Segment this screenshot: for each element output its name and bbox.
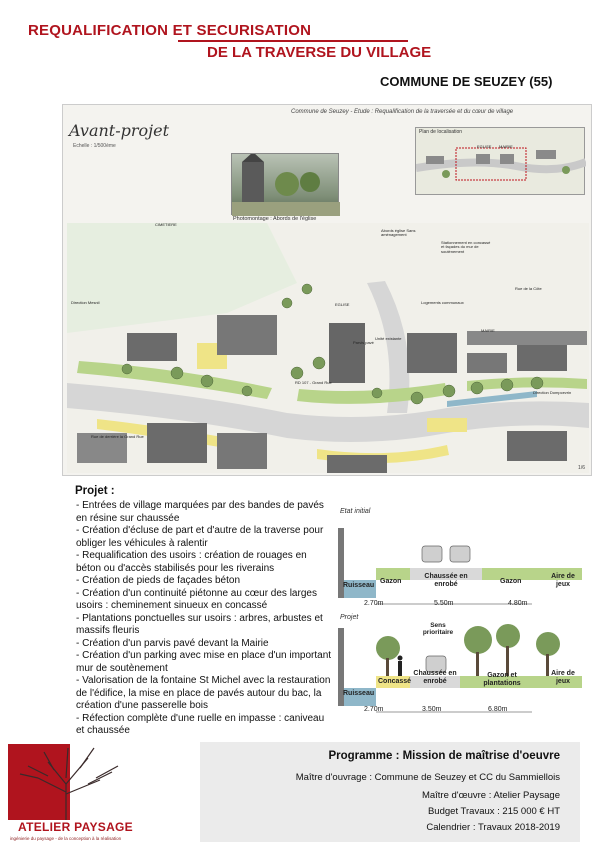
programme-calendrier: Calendrier : Travaux 2018-2019 (426, 822, 560, 833)
section-projet-title: Projet (340, 614, 359, 621)
map-label-rue-derriere: Rue de derrière la Grand Rue (91, 434, 144, 439)
title-underline (178, 40, 408, 42)
projet-heading: Projet : (75, 485, 115, 497)
title-line-2: DE LA TRAVERSE DU VILLAGE (207, 44, 432, 61)
section-initial-dim-1: 2.70m (364, 600, 384, 607)
map-label-logements: Logements communaux (421, 300, 464, 305)
list-item: - Création d'un continuité piétonne au cœur des larges usoirs : cheminement sinueux en concassé (76, 587, 317, 611)
section-projet-annotation: Sens prioritaire (422, 622, 454, 637)
map-label-direction-mesnil: Direction Mesnil (71, 300, 100, 305)
section-projet-dim-3: 6.80m (488, 706, 508, 713)
section-projet-dim-2: 3.50m (422, 706, 442, 713)
section-projet-zone-concasse: Concassé (378, 678, 412, 685)
programme-box (200, 742, 580, 842)
cross-section-projet (338, 618, 583, 718)
list-item: - Création d'un parking avec mise en place d'un important mur de soutènement (76, 650, 332, 674)
map-label-grand-rue: RD 107 - Grand Rue (295, 380, 332, 385)
plan-title: Avant-projet (69, 121, 170, 140)
atelier-paysage-logo-icon (8, 744, 124, 820)
plan-panel (62, 104, 592, 476)
map-label-direction-dompcevrin: Direction Dompcevrin (533, 390, 572, 395)
list-item: - Entrées de village marquées par des bandes de pavés en résine sur chaussée (76, 500, 324, 524)
map-label-cimetiere: CIMETIERE (155, 222, 177, 227)
list-item: - Création d'écluse de part et d'autre de la traverse pour obliger les véhicules à ralentir (76, 525, 324, 549)
section-initial-zone-chaussee: Chaussée en enrobé (424, 573, 468, 588)
map-label-mairie: MAIRIE (481, 328, 495, 333)
church-photo-icon (232, 154, 340, 216)
site-plan-map (67, 223, 589, 473)
map-label-stationnement: Stationnement en concassé et façades du mur de soutènement (441, 240, 491, 254)
list-item: - Réfection complète d'une ruelle en impasse : caniveau et chaussée (76, 712, 325, 736)
projet-list (76, 500, 334, 738)
plan-scale: Echelle : 1/500ème (73, 143, 116, 149)
section-projet-zone-gazon: Gazon et plantations (483, 672, 521, 687)
section-projet-zone-ruisseau: Ruisseau (343, 690, 375, 697)
list-item: - Valorisation de la fontaine St Michel avec la restauration de l'édifice, la mise en place de pavés autour du bac, la création d'une passerelle bois (76, 675, 331, 711)
programme-title: Programme : Mission de maîtrise d'oeuvre (328, 750, 560, 762)
title-line-1: REQUALIFICATION ET SECURISATION (28, 22, 312, 39)
section-initial-title: Etat initial (340, 508, 371, 515)
list-item: - Création de pieds de façades béton (76, 575, 240, 586)
section-initial-zone-gazon-2: Gazon (500, 578, 522, 585)
photo-caption: Photomontage : Abords de l'église (233, 216, 317, 222)
map-label-parvis: Parvis pavé (353, 340, 374, 345)
map-label-rue-cote: Rue de la Côte (515, 286, 542, 291)
section-initial-dim-3: 4.80m (508, 600, 528, 607)
location-plan (415, 127, 585, 195)
section-initial-dim-2: 5.50m (434, 600, 454, 607)
map-label-unite-existante: Unité existante (375, 336, 402, 341)
page-number: 1/6 (578, 465, 585, 471)
logo-tagline: ingénierie du paysage - de la conception à la réalisation (10, 836, 122, 841)
programme-moe: Maître d'œuvre : Atelier Paysage (421, 790, 560, 801)
location-label-mairie: MAIRIE (499, 144, 513, 149)
map-label-eglise: EGLISE (335, 302, 350, 307)
list-item: - Requalification des usoirs : création de rouages en béton ou d'accès stabilisés pour les riverains (76, 550, 307, 574)
section-initial-zone-ruisseau: Ruisseau (343, 582, 375, 589)
logo-name: ATELIER PAYSAGE (18, 820, 133, 834)
cross-section-initial (338, 518, 583, 610)
programme-moa: Maître d'ouvrage : Commune de Seuzey et CC du Sammiellois (295, 772, 560, 783)
list-item: - Création d'un parvis pavé devant la Mairie (76, 637, 269, 649)
section-projet-zone-chaussee: Chaussée en enrobé (413, 670, 457, 685)
section-projet-zone-aire-jeux: Aire de jeux (551, 670, 575, 685)
section-initial-zone-aire-jeux: Aire de jeux (551, 573, 575, 588)
photomontage-image (231, 153, 339, 215)
section-projet-dim-1: 2.70m (364, 706, 384, 713)
map-label-abords: Abords église Sans aménagement (381, 228, 416, 238)
location-plan-title: Plan de localisation (419, 129, 463, 135)
list-item: - Plantations ponctuelles sur usoirs : arbres, arbustes et massifs fleuris (76, 612, 323, 636)
programme-budget: Budget Travaux : 215 000 € HT (427, 806, 560, 817)
plan-caption: Commune de Seuzey - Etude : Requalification de la traversée et du cœur de village (291, 109, 514, 115)
commune-label: COMMUNE DE SEUZEY (55) (380, 74, 553, 89)
section-initial-zone-gazon-1: Gazon (380, 578, 402, 585)
location-label-eglise: EGLISE (477, 144, 492, 149)
